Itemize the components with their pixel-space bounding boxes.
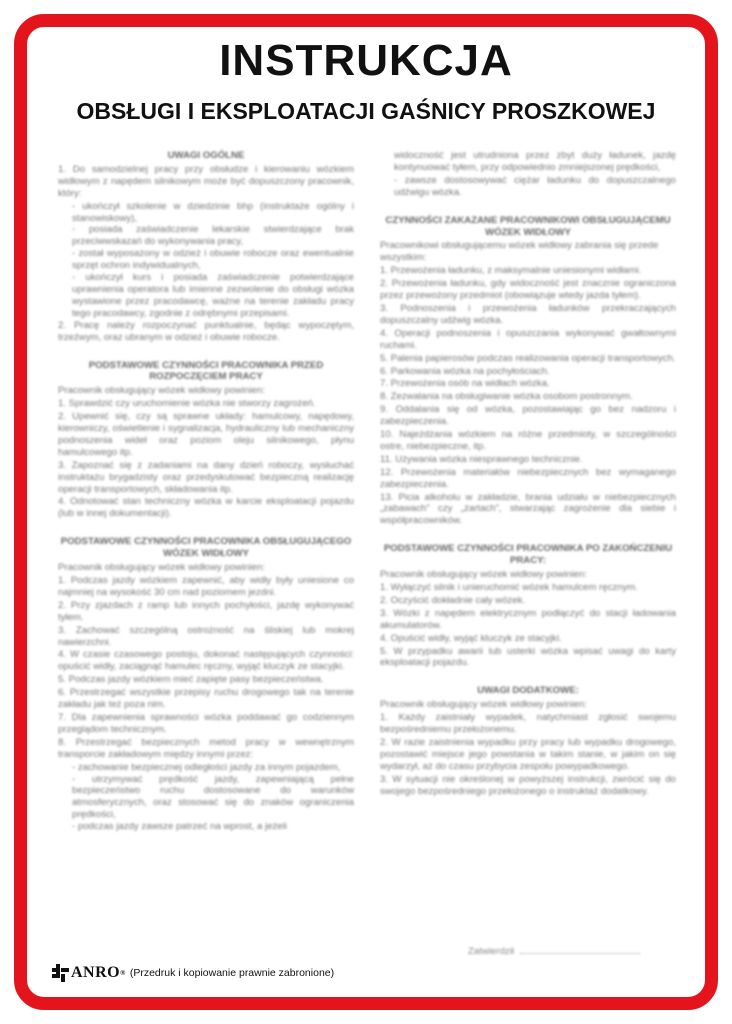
instruction-item: 1. Wyłączyć silnik i unieruchomić wózek hamulcem ręcznym.: [380, 582, 638, 593]
instruction-item: 13. Picia alkoholu w zakładzie, brania udziału w niebezpiecznych „zabawach” czy „żartach”, stwarzając zagrożenie dla siebie i współpracowników.: [380, 491, 676, 527]
instruction-item: 2. W razie zaistnienia wypadku przy pracy lub wypadku drogowego, pozostawić miejsce jego powstania w takim stanie, w jakim on się wydarzył, aż do czasu przybycia zespołu powypadkowego.: [380, 736, 676, 772]
instruction-section: [58, 150, 354, 344]
page-title: INSTRUKCJA: [219, 36, 513, 85]
registered-mark: ®: [120, 969, 126, 977]
instruction-item: 4. Odnotować stan techniczny wózka w karcie eksploatacji pojazdu (lub w innej dokumentacji).: [58, 496, 354, 520]
page-subtitle: OBSŁUGI I EKSPLOATACJI GAŚNICY PROSZKOWEJ: [76, 98, 656, 124]
instruction-section: [380, 685, 676, 797]
copyright-notice: (Przedruk i kopiowanie prawnie zabronione): [129, 967, 335, 979]
instruction-item: 11. Używania wózka niesprawnego technicznie.: [380, 453, 583, 465]
instruction-item: 9. Oddalania się od wózka, pozostawiając go bez nadzoru i zabezpieczenia.: [380, 404, 676, 428]
instruction-item: 3. Wózki z napędem elektrycznym podłączyć do stacji ładowania akumulatorów.: [380, 607, 676, 631]
instruction-item: 1. Sprawdzić czy uruchomienie wózka nie stworzy zagrożeń.: [58, 398, 316, 410]
approval-field: [468, 946, 640, 957]
anro-logo: [52, 964, 126, 982]
instruction-item: 6. Przestrzegać wszystkie przepisy ruchu drogowego tak na terenie zakładu jak też poza nim.: [58, 687, 354, 711]
signature-line: [520, 953, 640, 954]
instruction-item: 2. Upewnić się, czy są sprawne układy: hamulcowy, napędowy, kierowniczy, oświetlenie i sygnalizacja, hydrauliczny lub mechaniczny podnoszenia wideł oraz poziom oleju silnikowego, płynu hamulcowego itp.: [58, 411, 354, 458]
right-column: [380, 150, 676, 814]
instruction-item: - ukończył szkolenie w dziedzinie bhp (instruktaże ogólny i stanowiskowy),: [72, 200, 354, 224]
section-intro: Pracownik obsługujący wózek widłowy powinien:: [380, 569, 587, 581]
instruction-item: 7. Dla zapewnienia sprawności wózka poddawać go codziennym przeglądom technicznym.: [58, 711, 354, 735]
brand-name: ANRO: [71, 964, 121, 981]
instruction-item: - zachowanie bezpiecznej odległości jazdy za innym pojazdem,: [72, 761, 341, 773]
instruction-section: [58, 536, 354, 833]
instruction-item: 3. Zapoznać się z zadaniami na dany dzień roboczy, wysłuchać instruktażu brygadzisty oraz przedyskutować bezpieczną realizację operacji transportowych, składowania itp.: [58, 459, 354, 495]
section-heading: PODSTAWOWE CZYNNOŚCI PRACOWNIKA PRZED ROZPOCZĘCIEM PRACY: [88, 359, 324, 383]
instruction-item: 3. Zachować szczególną ostrożność na śliskiej lub mokrej nawierzchni.: [58, 624, 354, 648]
instruction-item: 12. Przewożenia materiałów niebezpiecznych bez wymaganego zabezpieczenia.: [380, 466, 676, 490]
instruction-item: 8. Przestrzegać bezpiecznych metod pracy w wewnętrznym transporcie zakładowym między innymi przez:: [58, 736, 354, 760]
instruction-item: 5. W przypadku awarii lub usterki wózka wpisać uwagi do karty eksploatacji pojazdu.: [380, 645, 676, 669]
section-heading: PODSTAWOWE CZYNNOŚCI PRACOWNIKA OBSŁUGUJĄCEGO WÓZEK WIDŁOWY: [60, 536, 352, 560]
instruction-item: 2. Przy zjazdach z ramp lub innych pochyłości, jazdę wykonywać tyłem.: [58, 599, 354, 623]
instruction-item: 4. Opuścić widły, wyjąć kluczyk ze stacyjki.: [380, 632, 562, 644]
instruction-item: 3. Podnoszenia i przewożenia ładunków przekraczających dopuszczalny udźwig wózka.: [380, 302, 676, 326]
instruction-item: 7. Przewożenia osób na widłach wózka.: [380, 378, 550, 390]
approval-label: Zatwierdził: [468, 946, 514, 957]
section-heading: UWAGI OGÓLNE: [167, 150, 245, 161]
instruction-item: 4. Operacji podnoszenia i opuszczania wykonywać gwałtownymi ruchami.: [380, 327, 676, 351]
instruction-item: 5. Palenia papierosów podczas realizowania operacji transportowych.: [380, 352, 676, 364]
instruction-item: 2. Przewożenia ładunku, gdy widoczność jest znacznie ograniczona przez przewożony przedmiot (obowiązuje wtedy jazda tyłem).: [380, 278, 676, 302]
instruction-item: 1. Każdy zaistniały wypadek, natychmiast zgłosić swojemu bezpośredniemu przełożonemu.: [380, 712, 676, 736]
instruction-item: 5. Podczas jazdy wózkiem mieć zapięte pasy bezpieczeństwa.: [58, 674, 324, 686]
anro-logo-icon: [52, 964, 70, 982]
instruction-section: [380, 215, 676, 528]
instruction-item: - podczas jazdy zawsze patrzeć na wprost, a jeżeli: [72, 821, 287, 833]
left-column: [58, 150, 354, 849]
instruction-item: - utrzymywać prędkość jazdy, zapewniającą pełne bezpieczeństwo ruchu dostosowane do warunków atmosferycznych, oraz stosować się do znaków ograniczenia prędkości,: [72, 773, 354, 821]
instruction-item: 10. Najeżdżania wózkiem na różne przedmioty, w szczególności ostre, niebezpieczne, itp.: [380, 429, 676, 452]
section-intro: Pracownikowi obsługującemu wózek widłowy zabrania się przede wszystkim:: [380, 240, 659, 264]
continued-text: [380, 150, 676, 199]
section-intro: Pracownik obsługujący wózek widłowy powinien:: [58, 562, 265, 574]
instruction-item: - ukończył kurs i posiada zaświadczenie potwierdzające uprawnienia operatora lub imienne zezwolenie do obsługi wózka wystawione przez pracodawcę, ważne na terenie zakładu pracy tego pracodawcy, zgodnie z odrębnymi przepisami.: [72, 272, 354, 319]
instruction-item: - został wyposażony w odzież i obuwie robocze oraz ewentualnie sprzęt ochron indywidualnych,: [72, 248, 354, 272]
instruction-item: - zawsze dostosowywać ciężar ładunku do dopuszczalnego udźwigu wózka.: [394, 174, 676, 198]
section-heading: UWAGI DODATKOWE:: [477, 685, 579, 697]
section-heading: CZYNNOŚCI ZAKAZANE PRACOWNIKOWI OBSŁUGUJĄCEMU WÓZEK WIDŁOWY: [385, 214, 671, 238]
instruction-item: 1. Podczas jazdy wózkiem zapewnić, aby widły były uniesione co najmniej na wysokość 30 cm nad poziomem jezdni.: [58, 575, 354, 598]
instruction-item: 1. Do samodzielnej pracy przy obsłudze i kierowaniu wózkiem widłowym z napędem silnikowym może być dopuszczony pracownik, który:: [58, 163, 354, 199]
instruction-section: [380, 543, 676, 669]
instruction-item: widoczność jest utrudniona przez zbyt duży ładunek, jazdę kontynuować tyłem, przy odpowiednio zmniejszonej prędkości,: [394, 150, 676, 173]
section-intro: Pracownik obsługujący wózek widłowy powinien:: [58, 385, 265, 397]
instruction-item: 4. W czasie czasowego postoju, dokonać następujących czynności: opuścić widły, zaciągnąć hamulec ręczny, wyjąć kluczyk ze stacyjki.: [58, 649, 354, 673]
footer: [52, 964, 334, 982]
instruction-item: 1. Przewożenia ładunku, z maksymalnie uniesionymi widłami.: [380, 265, 642, 277]
section-intro: Pracownik obsługujący wózek widłowy powinien:: [380, 699, 587, 711]
instruction-item: 3. W sytuacji nie określonej w powyższej instrukcji, zwrócić się do swojego bezpośredniego przełożonego o instruktaż dodatkowy.: [380, 773, 676, 797]
instruction-section: [58, 360, 354, 521]
instruction-item: 2. Pracę należy rozpoczynać punktualnie, będąc wypoczętym, trzeźwym, oraz ubranym w odzież i obuwie robocze.: [58, 319, 354, 343]
section-heading: PODSTAWOWE CZYNNOŚCI PRACOWNIKA PO ZAKOŃCZENIU PRACY:: [383, 543, 673, 567]
instruction-item: 8. Zezwalania na obsługiwanie wózka osobom postronnym.: [380, 391, 633, 403]
instruction-item: 6. Parkowania wózka na pochyłościach.: [380, 365, 550, 377]
instruction-item: 2. Oczyścić dokładnie cały wózek.: [380, 594, 526, 606]
instruction-item: - posiada zaświadczenie lekarskie stwierdzające brak przeciwwskazań do wykonywania pracy,: [72, 224, 354, 248]
